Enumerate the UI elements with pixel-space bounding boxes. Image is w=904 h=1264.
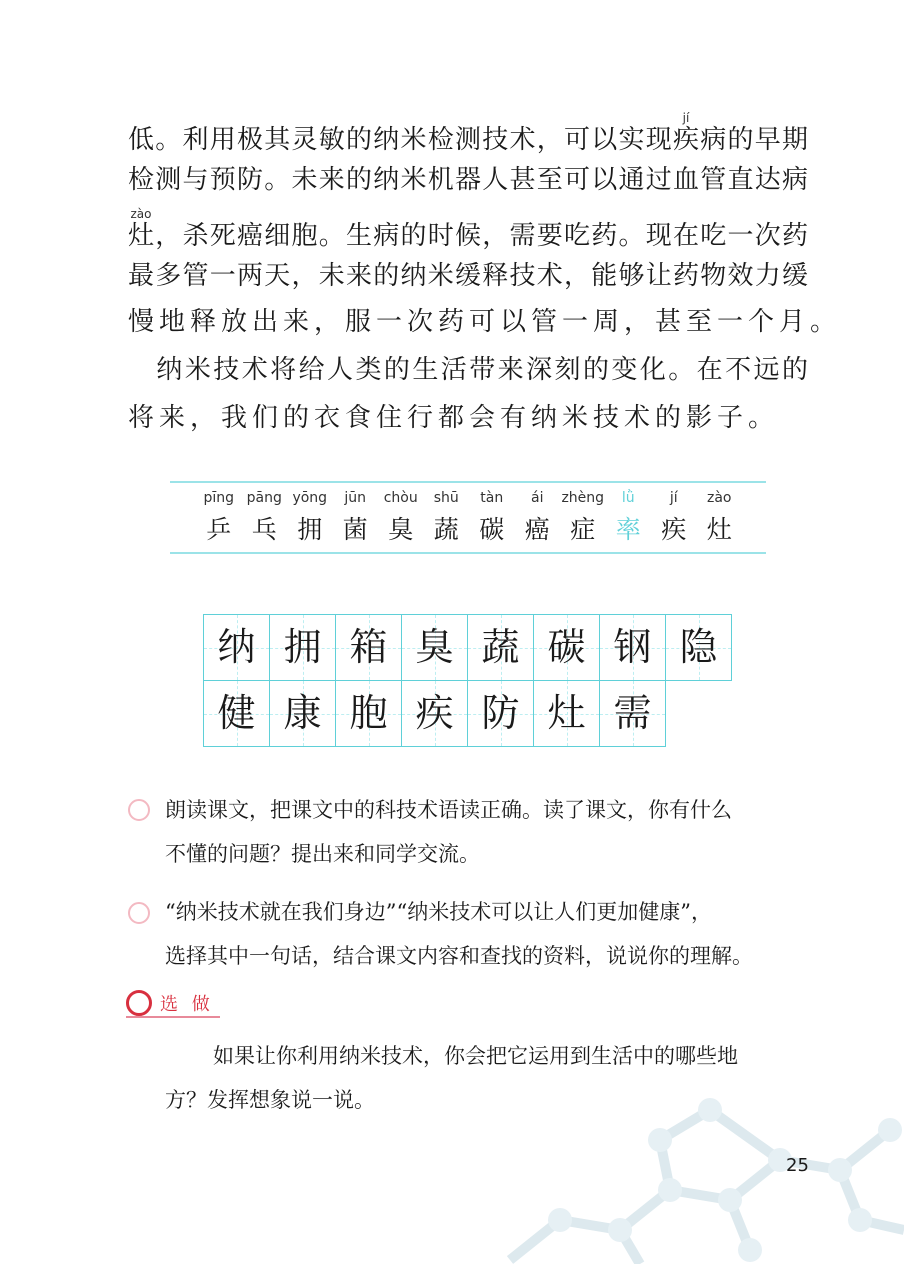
pinyin: jí [669,490,678,506]
recognize-chars [196,490,742,546]
body-line: 检测与预防。未来的纳米机器人甚至可以通过血管直达病 [128,165,808,195]
grid-cell [533,680,600,747]
body-line: 将来，我们的衣食住行都会有纳米技术的影子。 [128,403,780,433]
grid-cell [467,680,534,747]
recognize-char [378,490,424,546]
question-line: 选择其中一句话，结合课文内容和查找的资料，说说你的理解。 [165,944,753,968]
grid-cell [665,614,732,681]
question-line: “纳米技术就在我们身边”“纳米技术可以让人们更加健康”， [165,900,712,924]
question-line: 方？发挥想象说一说。 [165,1088,375,1112]
write-char: 需 [613,691,652,735]
write-char: 钢 [613,625,652,669]
ruby-char: 灶zào [128,207,156,251]
grid-cell [599,614,666,681]
write-char: 箱 [349,625,388,669]
pinyin: tàn [480,490,504,506]
recognize-char [560,490,606,546]
page-number: 25 [786,1155,809,1176]
recognize-char [333,490,379,546]
optional-header [126,990,220,1018]
grid-cell [401,614,468,681]
grid-row [203,614,731,680]
hanzi: 癌 [524,515,550,544]
write-char: 疾 [415,691,454,735]
write-char: 康 [283,691,322,735]
hanzi: 臭 [388,515,414,544]
grid-cell [401,680,468,747]
recognize-char [196,490,242,546]
body-line: 纳米技术将给人类的生活带来深刻的变化。在不远的 [128,355,808,385]
hanzi: 症 [570,515,596,544]
hanzi: 乒 [206,515,232,544]
hanzi: 拥 [297,515,323,544]
grid-cell [335,614,402,681]
hanzi: 乓 [251,515,277,544]
write-char: 臭 [415,625,454,669]
grid-cell [269,680,336,747]
recognize-char [424,490,470,546]
body-line: 低。利用极其灵敏的纳米检测技术，可以实现疾jí病的早期 [128,111,808,155]
writing-grid [203,614,731,746]
exercise-icon [128,799,150,821]
grid-cell [533,614,600,681]
recognize-char [515,490,561,546]
divider [170,481,766,483]
grid-cell [599,680,666,747]
hanzi: 蔬 [433,515,459,544]
write-char: 灶 [547,691,586,735]
grid-cell [335,680,402,747]
divider [170,552,766,554]
grid-cell [203,614,270,681]
write-char: 蔬 [481,625,520,669]
hanzi: 碳 [479,515,505,544]
ruby-char: 疾jí [672,111,701,155]
question-2 [165,890,807,978]
write-char: 纳 [217,625,256,669]
recognize-char [651,490,697,546]
write-char: 碳 [547,625,586,669]
recognize-char [287,490,333,546]
body-line: 灶zào，杀死癌细胞。生病的时候，需要吃药。现在吃一次药 [128,207,808,251]
question-1 [165,788,807,876]
pinyin: zhèng [561,490,605,506]
pinyin: yōng [292,490,328,506]
write-char: 胞 [349,691,388,735]
hanzi: 率 [615,515,641,544]
write-char: 健 [217,691,256,735]
pinyin: pīng [203,490,235,506]
write-char: 拥 [283,625,322,669]
hanzi: 灶 [706,515,732,544]
pinyin: pāng [246,490,282,506]
body-line: 最多管一两天，未来的纳米缓释技术，能够让药物效力缓 [128,261,808,291]
optional-label: 选 做 [160,994,214,1015]
recognize-char [606,490,652,546]
recognize-char [242,490,288,546]
recognize-char [697,490,743,546]
grid-cell [269,614,336,681]
exercise-icon [128,902,150,924]
pinyin: ái [531,490,544,506]
pinyin: zào [707,490,732,506]
molecule-decoration [470,1090,904,1264]
grid-cell [467,614,534,681]
hanzi: 菌 [342,515,368,544]
question-line: 朗读课文，把课文中的科技术语读正确。读了课文，你有什么 [165,798,732,822]
question-line: 如果让你利用纳米技术，你会把它运用到生活中的哪些地 [213,1044,738,1068]
hanzi: 疾 [661,515,687,544]
write-char: 隐 [679,625,718,669]
pinyin: chòu [383,490,418,506]
pinyin: lǜ [621,490,635,506]
body-line: 慢地释放出来，服一次药可以管一周，甚至一个月。 [128,307,842,337]
optional-icon [126,990,152,1016]
grid-cell [203,680,270,747]
grid-row [203,680,731,746]
recognize-char [469,490,515,546]
pinyin: shū [433,490,459,506]
question-line: 不懂的问题？提出来和同学交流。 [165,842,480,866]
pinyin: jūn [344,490,367,506]
write-char: 防 [481,691,520,735]
